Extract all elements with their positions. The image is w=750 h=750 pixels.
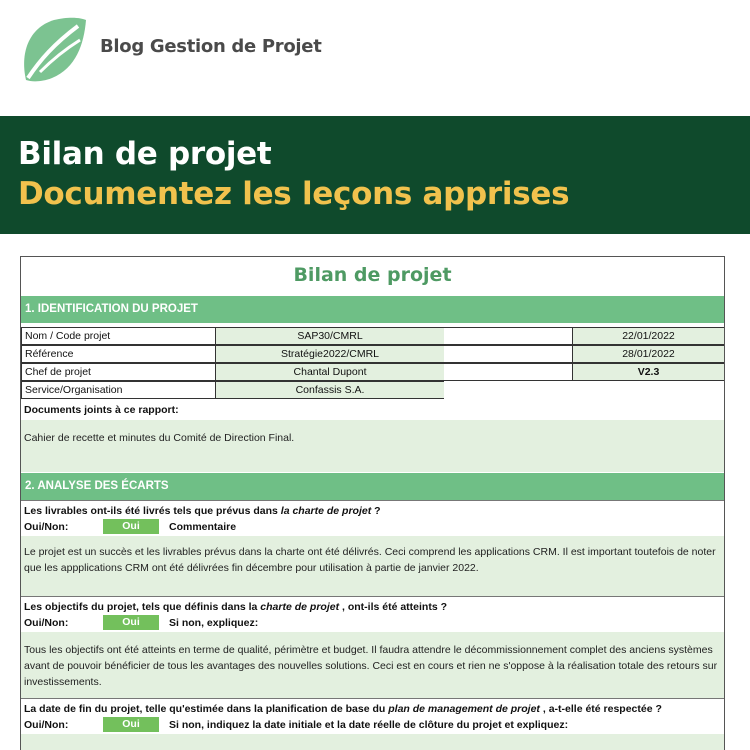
comment-label: Si non, indiquez la date initiale et la date réelle de clôture du projet et expliquez: [169,719,569,731]
yes-no-label: Oui/Non: [24,719,69,731]
answer-select[interactable]: Oui [103,615,159,630]
comment-label: Si non, expliquez: [169,617,259,629]
answer-select[interactable]: Oui [103,519,159,534]
id-label: Nom / Code projet [21,327,216,345]
site-header [0,0,750,116]
leaf-logo-icon [18,14,88,84]
brand-name: Blog Gestion de Projet [100,36,322,57]
answer-row [21,614,724,632]
answer-text[interactable]: Tous les objectifs ont été atteints en terme de qualité, périmètre et budget. Il faudra attendre le décommissionnement complet des anciens systèmes avant de pouvoir bénéficier de tous les avantages des nouvelles solutions. Ceci est en cours et rien ne s'oppose à la réalisation totale des retours sur investissements. [21,632,724,698]
id-value[interactable]: SAP30/CMRL [216,327,444,345]
comment-label: Commentaire [169,521,237,533]
id-row-reference [21,345,724,363]
id-spacer [444,327,572,345]
id-value[interactable]: Confassis S.A. [216,381,444,399]
answer-row [21,716,724,734]
yes-no-label: Oui/Non: [24,617,69,629]
id-date[interactable]: 28/01/2022 [572,345,725,363]
question-objectives: Les objectifs du projet, tels que définis dans la charte de projet , ont-ils été atteints ? [21,596,724,614]
docs-text[interactable]: Cahier de recette et minutes du Comité de Direction Final. [21,420,724,472]
question-deliverables: Les livrables ont-ils été livrés tels que prévus dans la charte de projet ? [21,500,724,518]
hero-banner [0,116,750,234]
question-end-date: La date de fin du projet, telle qu'estimée dans la planification de base du plan de management de projet , a-t-elle été respectée ? [21,698,724,716]
id-label: Chef de projet [21,363,216,381]
answer-row [21,518,724,536]
answer-text[interactable] [21,734,724,750]
id-row-organisation [21,381,724,399]
id-version[interactable]: V2.3 [572,363,725,381]
id-row-manager [21,363,724,381]
id-label: Référence [21,345,216,363]
id-spacer [444,345,572,363]
section-identification-heading: 1. IDENTIFICATION DU PROJET [21,295,724,323]
report-sheet [20,256,725,750]
docs-label: Documents joints à ce rapport: [24,404,179,416]
id-value[interactable]: Chantal Dupont [216,363,444,381]
id-spacer [444,363,572,381]
answer-select[interactable]: Oui [103,717,159,732]
sheet-title: Bilan de projet [293,264,452,286]
id-date[interactable]: 22/01/2022 [572,327,725,345]
yes-no-label: Oui/Non: [24,521,69,533]
id-value[interactable]: Stratégie2022/CMRL [216,345,444,363]
banner-title: Bilan de projet [18,136,272,172]
id-row-name [21,327,724,345]
section-analysis-heading: 2. ANALYSE DES ÉCARTS [21,472,724,500]
banner-subtitle: Documentez les leçons apprises [18,176,570,212]
answer-text[interactable]: Le projet est un succès et les livrables prévus dans la charte ont été délivrés. Ceci comprend les applications CRM. Il est important toutefois de noter que les appplications CRM ont été délivrées fin décembre pour utilisation à partie de janvier 2022. [21,536,724,596]
id-label: Service/Organisation [21,381,216,399]
